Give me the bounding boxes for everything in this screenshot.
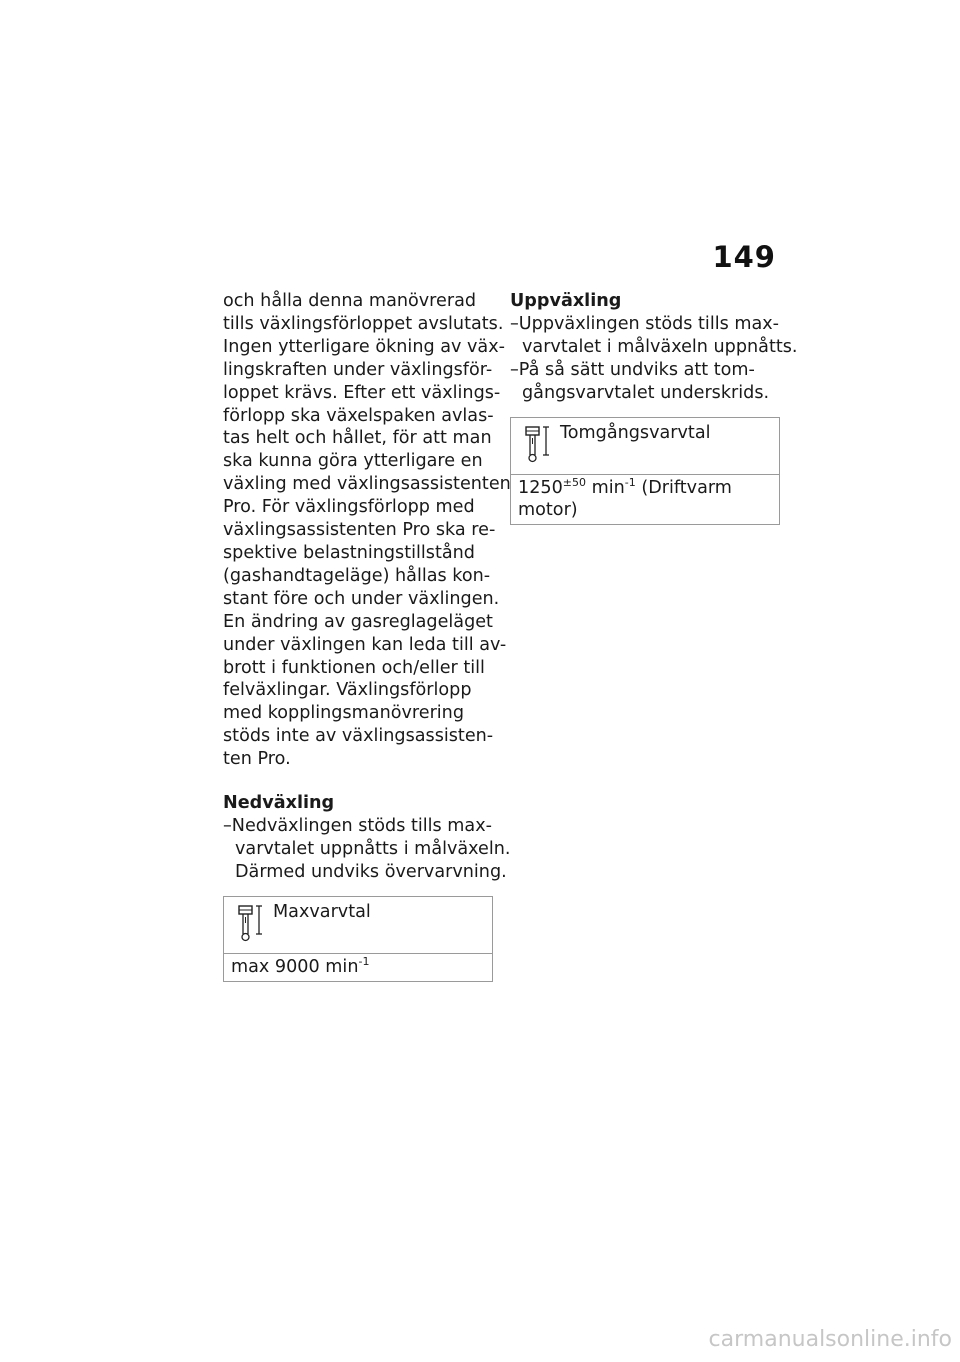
paragraph-line: (gashandtageläge) hållas kon- — [223, 565, 491, 586]
spec-value-base: 1250 — [518, 477, 563, 498]
bullet-line: –Uppväxlingen stöds tills max- — [510, 313, 780, 334]
spec-value-tolerance: ±50 — [562, 475, 586, 489]
paragraph-line: tills växlingsförloppet avslutats. — [223, 313, 504, 334]
paragraph-line: lingskraften under växlingsför- — [223, 359, 493, 380]
spec-value-note: (Driftvarm — [635, 477, 732, 498]
bullet-line: Därmed undviks övervarvning. — [235, 861, 507, 882]
paragraph-line: En ändring av gasreglageläget — [223, 611, 493, 632]
paragraph-line: under växlingen kan leda till av- — [223, 634, 507, 655]
paragraph-line: loppet krävs. Efter ett växlings- — [223, 382, 501, 403]
paragraph-line: brott i funktionen och/eller till — [223, 657, 485, 678]
spec-header — [511, 418, 779, 475]
spec-header — [224, 897, 492, 954]
spec-value-exponent: -1 — [624, 475, 636, 489]
left-column — [223, 290, 511, 982]
paragraph-line: stöds inte av växlingsassisten- — [223, 726, 494, 747]
spec-value — [224, 954, 492, 981]
body-paragraph — [223, 290, 511, 771]
bullet-line: varvtalet uppnåtts i målväxeln. — [235, 838, 511, 859]
paragraph-line: Pro. För växlingsförlopp med — [223, 497, 475, 518]
section-heading-nedvaxling: Nedväxling — [223, 793, 335, 814]
spec-value-unit: min — [586, 477, 625, 498]
spec-value-exponent: -1 — [358, 954, 370, 968]
spec-box-tomgangsvarvtal — [510, 417, 780, 526]
paragraph-line: förlopp ska växelspaken avlas- — [223, 405, 494, 426]
right-column — [510, 290, 798, 525]
bullet-list — [510, 313, 798, 405]
bullet-line: gångsvarvtalet underskrids. — [522, 382, 770, 403]
spec-box-maxvarvtal — [223, 896, 493, 982]
page-number: 149 — [712, 240, 776, 274]
paragraph-line: och hålla denna manövrerad — [223, 291, 477, 311]
paragraph-line: med kopplingsmanövrering — [223, 703, 465, 724]
spec-value-main: max 9000 min — [231, 956, 359, 977]
paragraph-line: Ingen ytterligare ökning av väx- — [223, 336, 505, 357]
paragraph-line: stant före och under växlingen. — [223, 588, 500, 609]
bullet-list — [223, 815, 511, 884]
spec-value — [511, 475, 779, 525]
paragraph-line: spektive belastningstillstånd — [223, 542, 475, 563]
paragraph-line: växling med växlingsassistenten — [223, 474, 511, 495]
paragraph-line: felväxlingar. Växlingsförlopp — [223, 680, 472, 701]
section-heading-uppvaxling: Uppväxling — [510, 291, 622, 311]
paragraph-line: växlingsassistenten Pro ska re- — [223, 520, 496, 541]
watermark: carmanualsonline.info — [708, 1327, 952, 1352]
spec-value-line2: motor) — [518, 500, 578, 521]
bullet-line: –Nedväxlingen stöds tills max- — [223, 815, 492, 836]
spec-title: Maxvarvtal — [273, 901, 371, 922]
paragraph-line: tas helt och hållet, för att man — [223, 428, 492, 449]
paragraph-line: ska kunna göra ytterligare en — [223, 451, 483, 472]
bullet-line: varvtalet i målväxeln uppnåtts. — [522, 336, 798, 357]
paragraph-line: ten Pro. — [223, 749, 291, 770]
piston-gauge-icon — [237, 903, 265, 947]
spec-title: Tomgångsvarvtal — [560, 422, 711, 443]
bullet-line: –På så sätt undviks att tom- — [510, 359, 755, 380]
piston-gauge-icon — [524, 424, 552, 468]
